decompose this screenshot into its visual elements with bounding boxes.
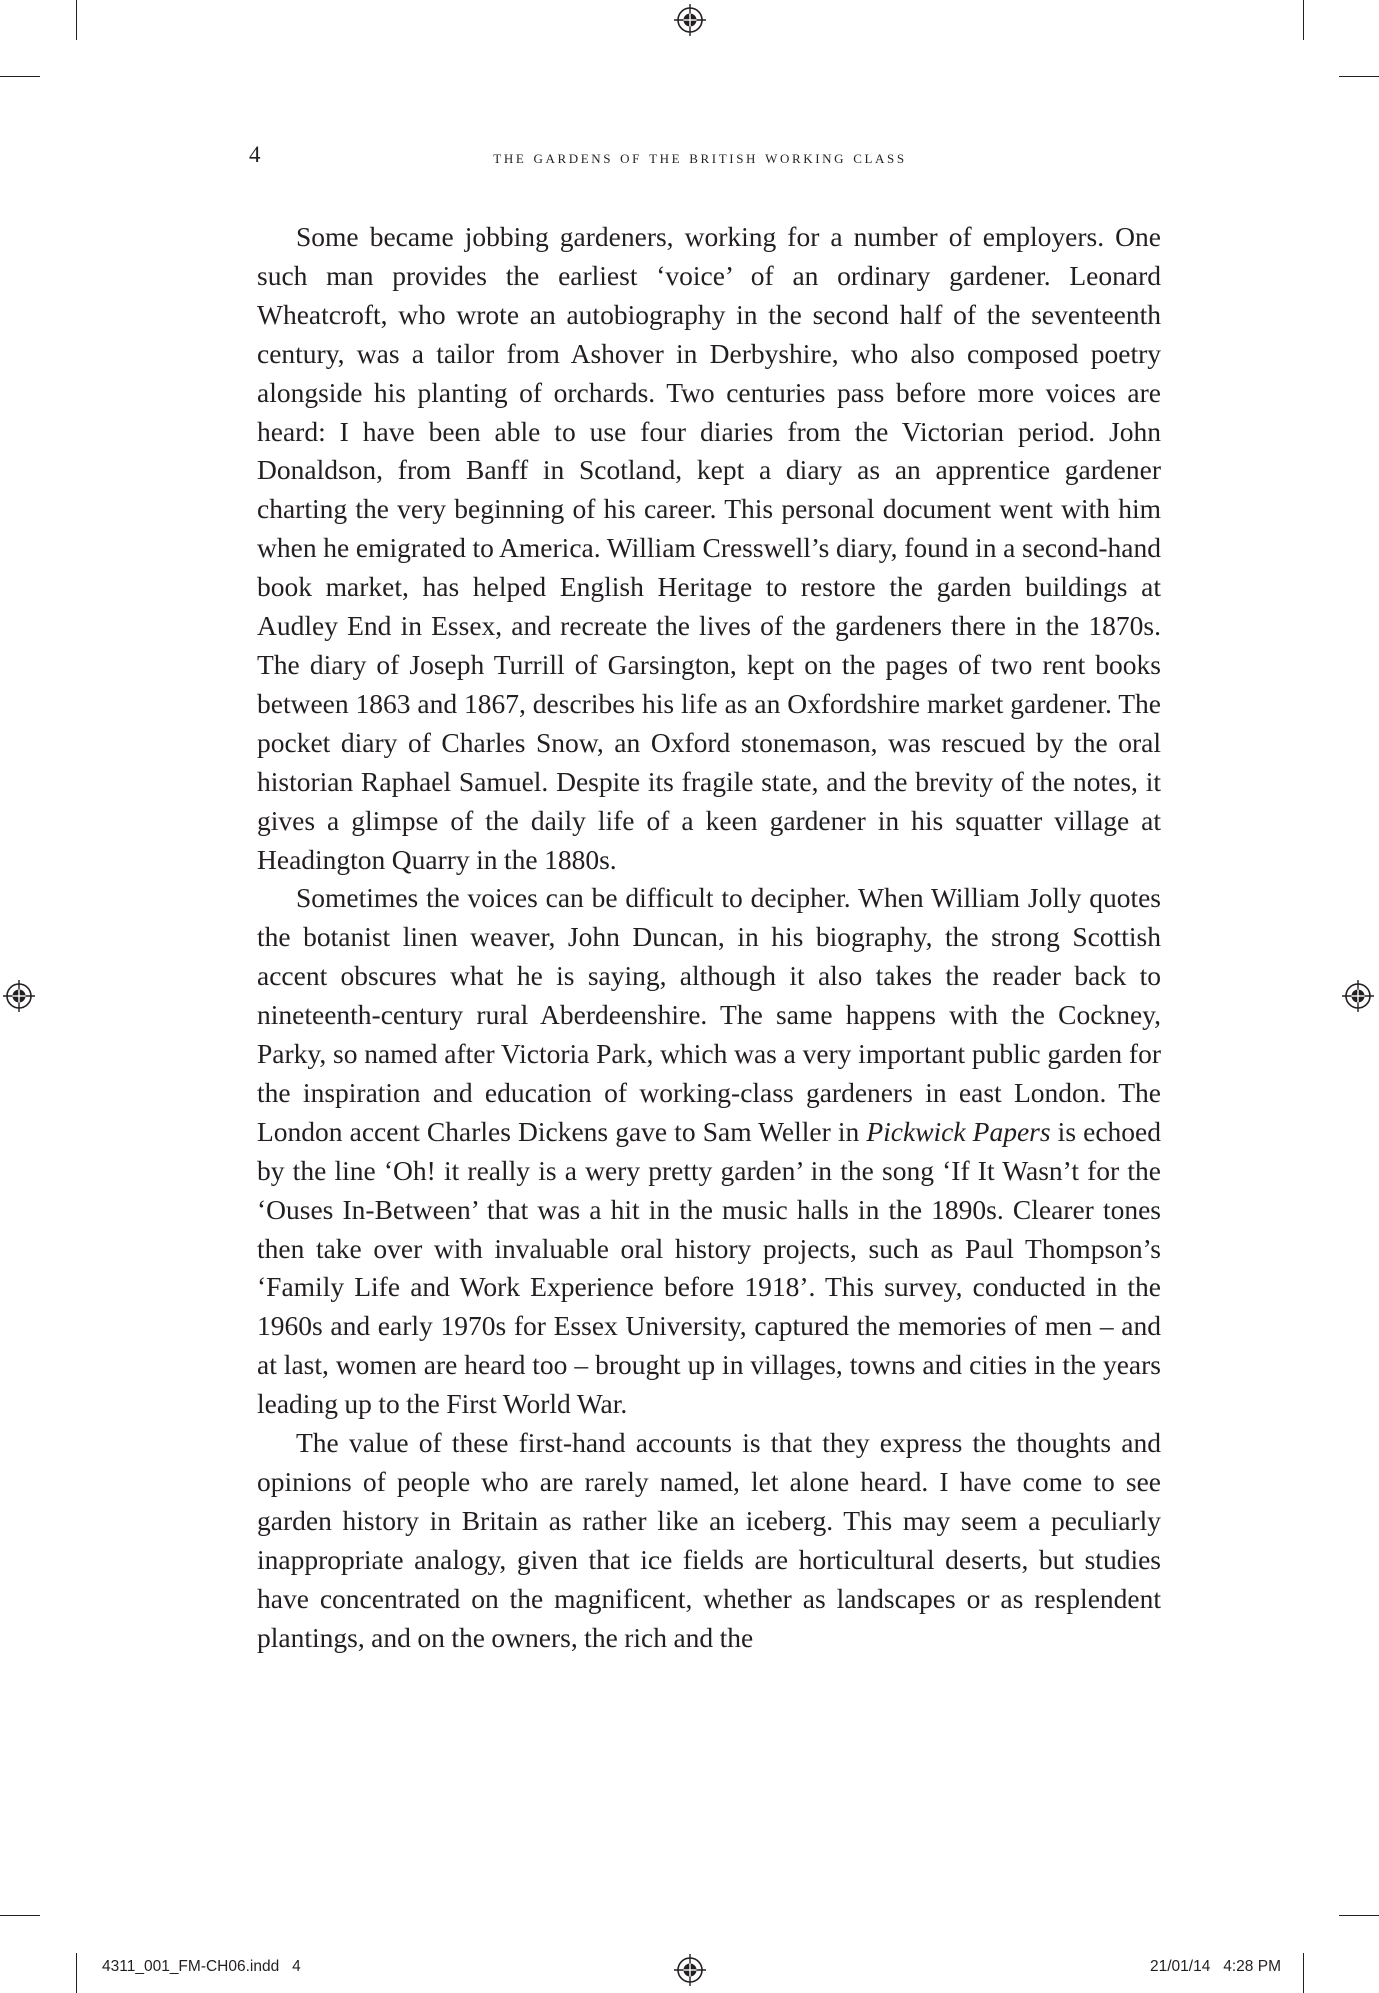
crop-mark-left-top [0, 76, 40, 77]
book-title: Pickwick Papers [866, 1115, 1051, 1147]
registration-target-icon [1342, 980, 1374, 1012]
body-paragraph [257, 879, 1161, 1424]
crop-mark-right-bottom [1339, 1915, 1379, 1916]
crop-mark-bottom-right [1303, 1953, 1304, 1993]
body-text [257, 218, 1161, 1658]
slug-filename: 4311_001_FM-CH06.indd 4 [102, 1958, 301, 1975]
body-paragraph [257, 1424, 1161, 1657]
registration-target-icon [674, 4, 706, 36]
body-paragraph [257, 218, 1161, 879]
crop-mark-top-left [76, 0, 77, 40]
crop-mark-top-right [1303, 0, 1304, 40]
paragraph-text: is echoed by the line ‘Oh! it really is a wery pretty garden’ in the song ‘If It Wasn’t for the ‘Ouses In-Between’ that was a hit in the music halls in the 1890s. Clearer tones then take over with invaluable oral history projects, such as Paul Thompson’s ‘Family Life and Work Experience before 1918’. This survey, conducted in the 1960s and early 1970s for Essex University, captured the memories of men – and at last, women are heard too – brought up in villages, towns and cities in the years leading up to the First World War. [257, 1115, 1161, 1420]
crop-mark-left-bottom [0, 1915, 40, 1916]
paragraph-text: Sometimes the voices can be difficult to decipher. When William Jolly quotes the botanist linen weaver, John Duncan, in his biography, the strong Scottish accent obscures what he is saying, although it also takes the reader back to nineteenth-century rural Aberdeenshire. The same happens with the Cockney, Parky, so named after Victoria Park, which was a very important public garden for the inspiration and education of working-class gardeners in east London. The London accent Charles Dickens gave to Sam Weller in [257, 882, 1161, 1147]
crop-mark-right-top [1339, 76, 1379, 77]
paragraph-text: The value of these first-hand accounts is that they express the thoughts and opinions of people who are rarely named, let alone heard. I have come to see garden history in Britain as rather like an iceberg. This may seem a peculiarly inappropriate analogy, given that ice fields are horticultural deserts, but studies have concentrated on the magnificent, whether as landscapes or as resplendent plantings, and on the owners, the rich and the [257, 1427, 1161, 1653]
registration-target-icon [3, 980, 35, 1012]
running-head: the gardens of the british working class [493, 147, 907, 167]
registration-target-icon [674, 1954, 706, 1986]
page-number: 4 [249, 142, 261, 167]
slug-timestamp: 21/01/14 4:28 PM [1150, 1958, 1281, 1975]
paragraph-text: Some became jobbing gardeners, working for a number of employers. One such man provides the earliest ‘voice’ of an ordinary gardener. Leonard Wheatcroft, who wrote an autobiography in the second half of the seventeenth century, was a tailor from Ashover in Derbyshire, who also composed poetry alongside his planting of orchards. Two centuries pass before more voices are heard: I have been able to use four diaries from the Victorian period. John Donaldson, from Banff in Scotland, kept a diary as an apprentice gardener charting the very beginning of his career. This personal document went with him when he emigrated to America. William Cresswell’s diary, found in a second-hand book market, has helped English Heritage to restore the garden buildings at Audley End in Essex, and recreate the lives of the gardeners there in the 1870s. The diary of Joseph Turrill of Garsington, kept on the pages of two rent books between 1863 and 1867, describes his life as an Oxfordshire market gardener. The pocket diary of Charles Snow, an Oxford stonemason, was rescued by the oral historian Raphael Samuel. Despite its fragile state, and the brevity of the notes, it gives a glimpse of the daily life of a keen gardener in his squatter village at Headington Quarry in the 1880s. [257, 221, 1161, 875]
crop-mark-bottom-left [76, 1953, 77, 1993]
